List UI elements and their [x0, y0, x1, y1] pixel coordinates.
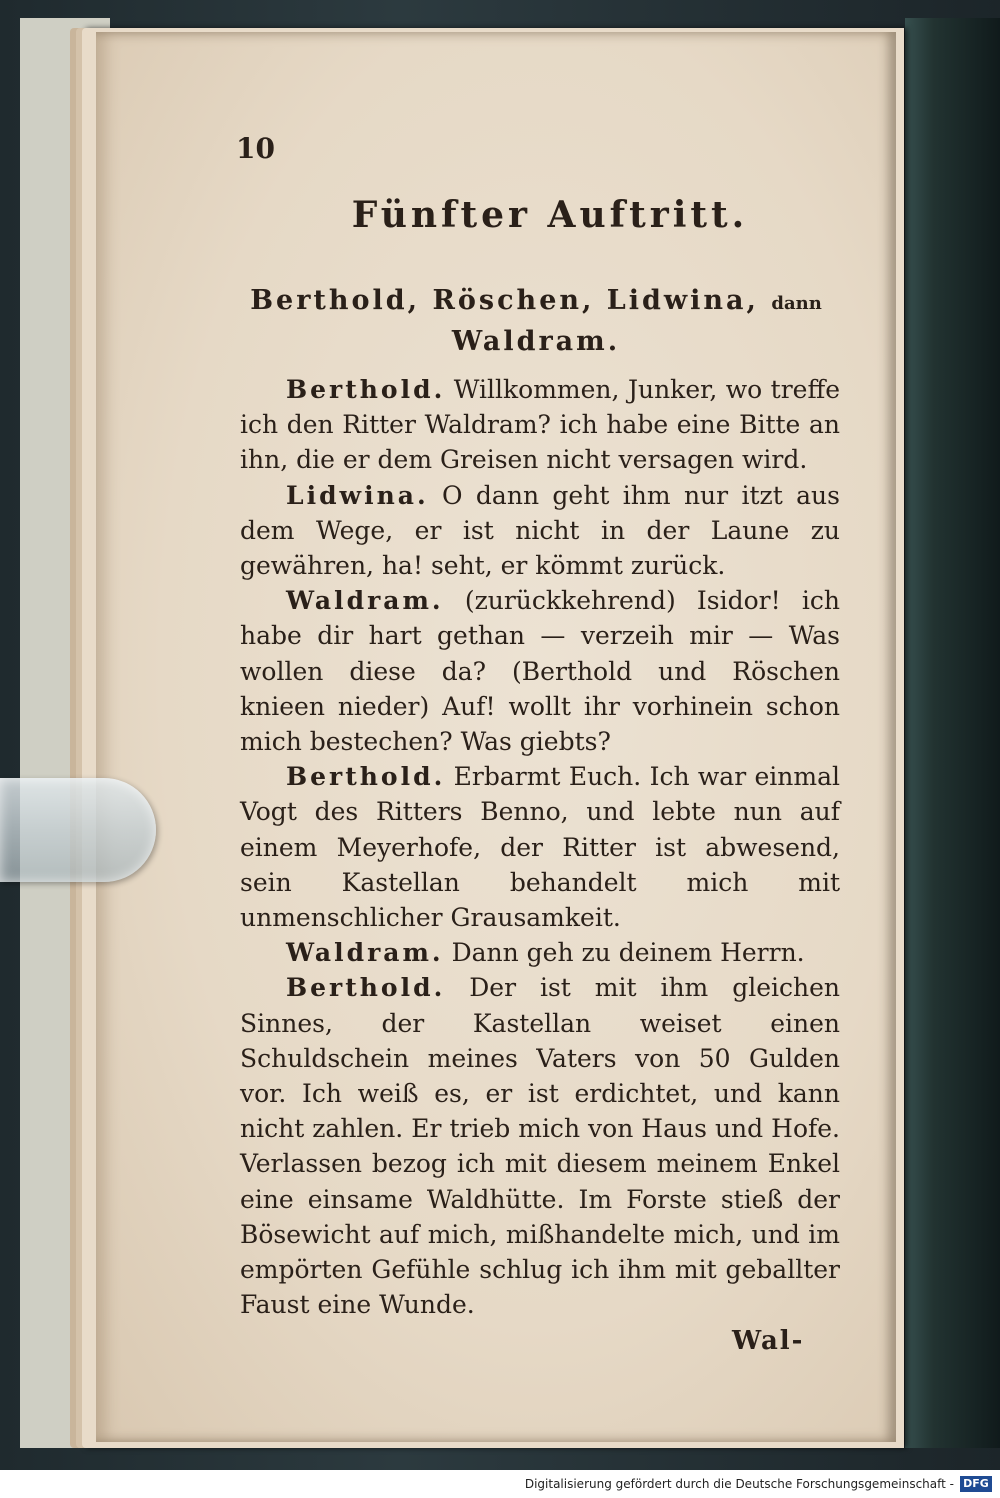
persons-line-1: Berthold, Röschen, Lidwina,: [250, 285, 759, 316]
speech-text: Der ist mit ihm gleichen Sinnes, der Kastellan weiset einen Schuldschein meines Vaters von 50 Gulden vor. Ich weiß es, er ist erdichtet, und kann nicht zahlen. Er trieb mich von Haus und Hofe. Verlassen bezog ich mit diesem meinem Enkel eine einsame Waldhütte. Im Forste stieß der Bösewicht auf mich, mißhandelte mich, und im empörten Gefühle schlug ich ihm mit geballter Faust eine Wunde.: [240, 973, 840, 1320]
speaker-name: Waldram.: [286, 938, 444, 968]
funding-credit: Digitalisierung gefördert durch die Deutsche Forschungsgemeinschaft -: [524, 1477, 954, 1491]
scene-heading: Fünfter Auftritt.: [351, 194, 749, 236]
speaker-name: Waldram.: [286, 586, 444, 616]
catchword: Wal-: [732, 1326, 805, 1356]
persons-dann: dann: [771, 293, 822, 314]
dialogue-paragraph: [240, 583, 840, 759]
speaker-name: Berthold.: [286, 762, 446, 792]
dialogue-paragraph: [240, 935, 840, 970]
speaker-name: Berthold.: [286, 973, 446, 1003]
speaker-name: Lidwina.: [286, 480, 429, 510]
dialogue-body: [240, 372, 840, 1322]
dialogue-paragraph: [240, 478, 840, 584]
page-holder-clip: [0, 778, 156, 882]
dfg-logo: DFG: [960, 1476, 992, 1492]
speech-text: Willkommen, Junker, wo treffe ich den Ritter Waldram? ich habe eine Bitte an ihn, die er dem Greisen nicht versagen wird.: [240, 375, 841, 475]
dialogue-paragraph: [240, 970, 840, 1322]
dialogue-paragraph: [240, 759, 840, 935]
speech-text: (zurückkehrend) Isidor! ich habe dir hart gethan — verzeih mir — Was wollen diese da? (Berthold und Röschen knieen nieder) Auf! wollt ihr vorhinein schon mich bestechen? Was giebts?: [240, 586, 840, 757]
speech-text: Dann geh zu deinem Herrn.: [451, 938, 805, 968]
footer-bar: [0, 1470, 1000, 1498]
persons-line-2: Waldram.: [451, 326, 621, 357]
speech-text: O dann geht ihm nur itzt aus dem Wege, er ist nicht in der Laune zu gewähren, ha! seht, er kömmt zurück.: [240, 480, 840, 581]
page-number: 10: [236, 132, 275, 165]
speaker-name: Berthold.: [286, 375, 446, 404]
speech-text: Erbarmt Euch. Ich war einmal Vogt des Ritters Benno, und lebte nun auf einem Meyerhofe, der Ritter ist abwesend, sein Kastellan behandelt mich mit unmenschlicher Grausamkeit.: [240, 762, 840, 933]
dramatis-personae: [236, 282, 836, 361]
dialogue-paragraph: [240, 372, 840, 478]
